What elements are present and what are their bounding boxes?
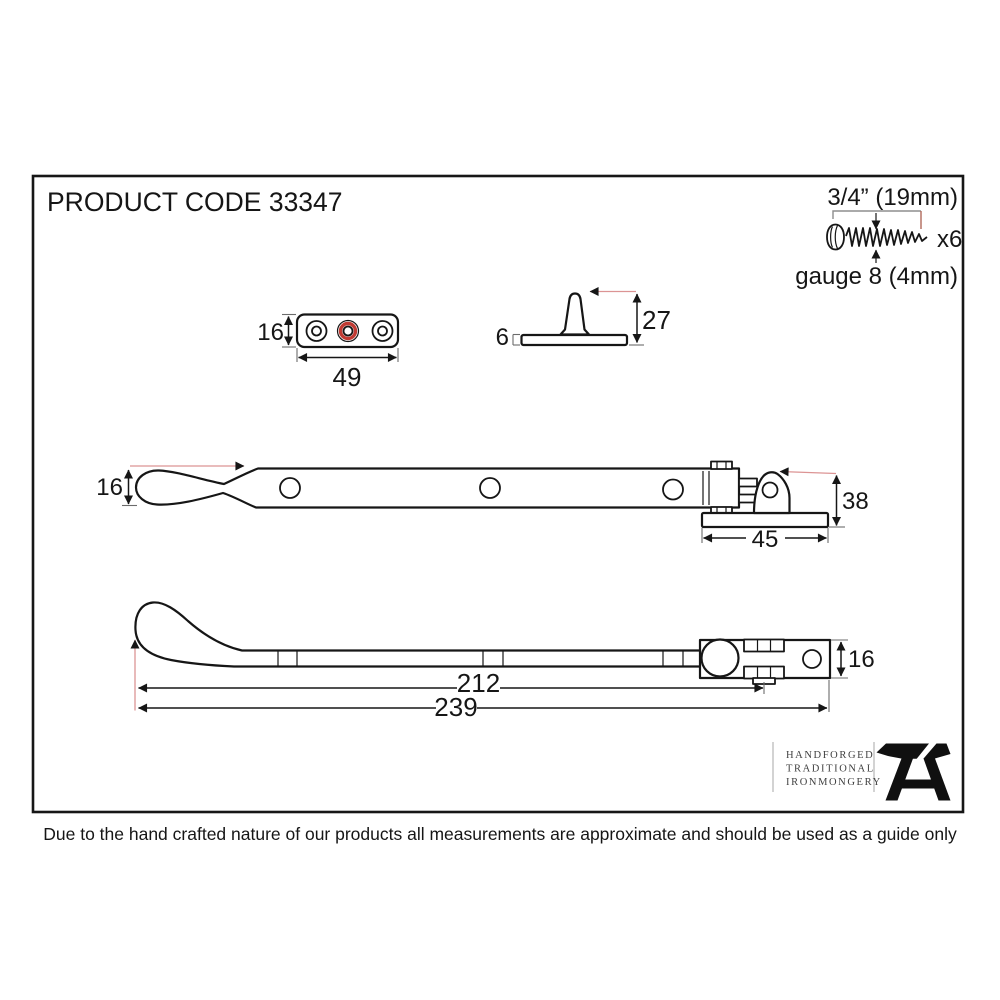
stay-front-view <box>96 462 868 554</box>
pin-height-label: 27 <box>642 305 671 335</box>
bracket-height-leader <box>780 472 836 474</box>
screw-length-label: 3/4” (19mm) <box>827 184 958 211</box>
arm-hole-2 <box>480 478 500 498</box>
screw-thread <box>846 228 927 246</box>
keep-plate-view <box>257 315 398 393</box>
screw-icon <box>827 225 927 250</box>
keep-plate-hole-right <box>373 321 393 341</box>
pivot-plate-hole <box>803 650 821 668</box>
bracket-length-label: 45 <box>751 526 779 553</box>
disclaimer-text: Due to the hand crafted nature of our products all measurements are approximate and should be used as a guide only <box>43 824 957 844</box>
screw-gauge-label: gauge 8 (4mm) <box>795 263 958 290</box>
keep-plate-height-label: 16 <box>257 319 284 346</box>
brand-logo <box>773 742 951 801</box>
screw-spec <box>795 184 962 290</box>
pin-view <box>496 292 671 352</box>
screw-length-bracket <box>833 211 921 219</box>
stay-arm-outline <box>136 469 739 508</box>
pivot-length-label: 212 <box>456 668 501 698</box>
overall-length-label: 239 <box>434 692 478 722</box>
keep-plate-width-label: 49 <box>332 362 362 392</box>
arm-hole-1 <box>280 478 300 498</box>
arm-hole-3 <box>663 480 683 500</box>
keep-plate-hole-left <box>307 321 327 341</box>
screw-quantity-label: x6 <box>937 226 963 253</box>
pivot-bracket-hole <box>763 483 778 498</box>
bracket-base-plate <box>702 513 828 527</box>
pivot-ball <box>702 640 739 677</box>
handle-width-label: 16 <box>96 474 123 501</box>
pin-cone <box>561 294 590 335</box>
end-width-label: 16 <box>848 646 875 673</box>
keep-plate-hole-center-highlighted <box>338 321 359 342</box>
logo-text-line3: IRONMONGERY <box>786 777 882 788</box>
product-code-label: PRODUCT CODE 33347 <box>47 187 343 217</box>
pin-base-plate <box>522 335 628 345</box>
stay-profile-outline <box>135 602 702 666</box>
logo-text-line2: TRADITIONAL <box>786 763 875 775</box>
bracket-height-label: 38 <box>842 488 869 515</box>
stay-side-view <box>135 602 875 722</box>
pin-thickness-label: 6 <box>495 324 509 351</box>
logo-text-line1: HANDFORGED <box>786 750 875 761</box>
anvil-icon <box>877 744 951 801</box>
